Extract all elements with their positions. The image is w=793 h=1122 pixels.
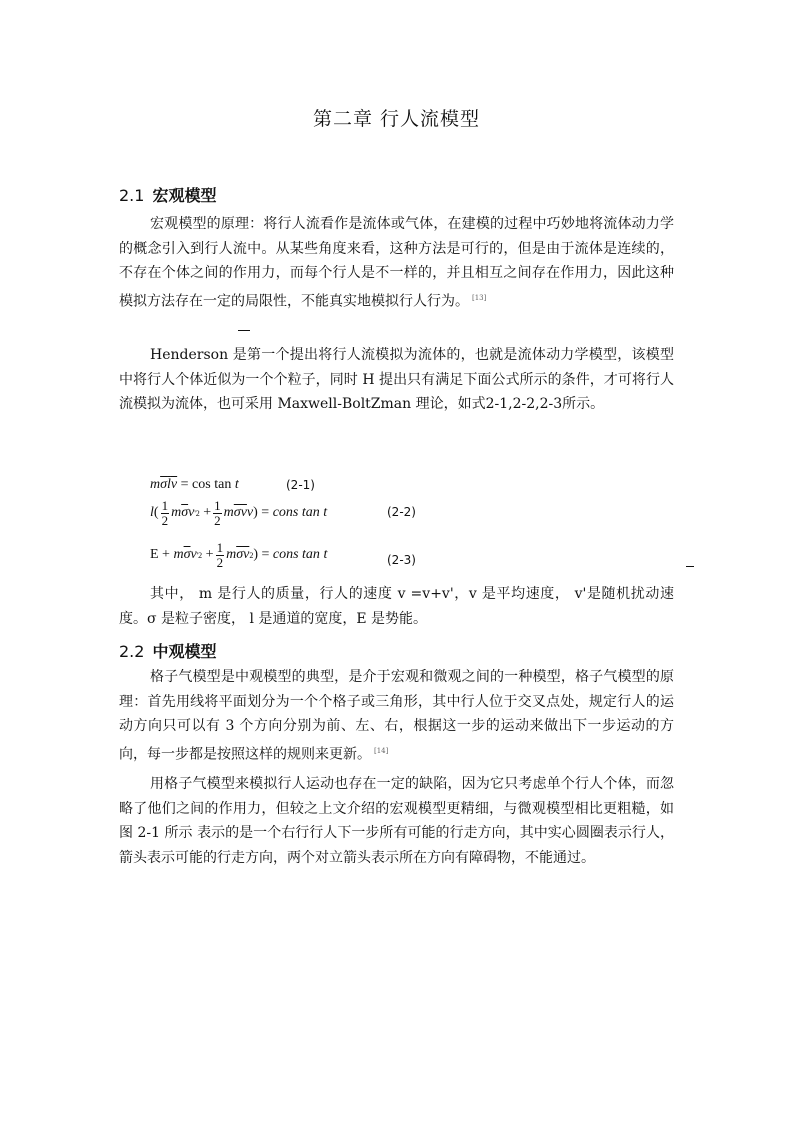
eq1-var: t: [234, 477, 239, 492]
section-title: 宏观模型: [152, 186, 217, 205]
paragraph-henderson: Henderson 是第一个提出将行人流模拟为流体的，也就是流体动力学模型，该模型中将行人个体近似为一个个粒子，同时 H 提出只有满足下面公式所示的条件，才可将行人流模拟为流体，也可采用 Maxwell-BoltZman 理论，如式2-1,2-2,2-3所示。: [119, 347, 674, 413]
fraction-half: $\frac{1}{2}$: [161, 497, 169, 528]
paragraph-variable-definitions: 其中， m 是行人的质量，行人的速度 v =v+v'，v 是平均速度， v'是随机扰动速度。σ 是粒子密度， l 是通道的宽度，E 是势能。: [119, 586, 674, 627]
section-title: 中观模型: [152, 642, 217, 661]
eq2-var: t: [323, 505, 328, 520]
citation-ref: [13]: [472, 293, 487, 302]
equation-2-1: m $\overline{\sigma}$ $\overline{l}$ $\overline{v}$ = cos tan t: [150, 477, 239, 492]
section-heading-2-1: [119, 183, 216, 206]
eq1-rhs: cos tan: [192, 477, 232, 492]
chapter-title: 第二章 行人流模型: [312, 108, 481, 130]
equation-2-2: l ( $\frac{1}{2}$ m $\overline{\sigma}$ v '2 + $\frac{1}{2}$ m $\overline{\sigma v}$ v ) = cons tan t: [150, 497, 328, 528]
fraction-half: $\frac{1}{2}$: [214, 497, 221, 528]
fraction-half: $\frac{1}{2}$: [216, 539, 224, 570]
equation-number-2-1: (2-1): [286, 478, 315, 492]
section-number: 2.2: [119, 642, 145, 661]
eq2-rhs: cons tan: [272, 505, 320, 520]
paragraph-lattice-gas-limitations: 用格子气模型来模拟行人运动也存在一定的缺陷，因为它只考虑单个行人个体，而忽略了他们之间的作用力，但较之上文介绍的宏观模型更精细，与微观模型相比更粗糙，如图 2-1 所示 表示的是一个右行行人下一步所有可能的行走方向，其中实心圆圈表示行人，箭头表示可能的行走方向，两个对立箭头表示所在方向有障碍物，不能通过。: [119, 776, 674, 866]
paragraph-text: 格子气模型是中观模型的典型，是介于宏观和微观之间的一种模型，格子气模型的原理：首先用线将平面划分为一个个格子或三角形，其中行人位于交叉点处，规定行人的运动方向只可以有 3 个方向分别为前、左、右，根据这一步的运动来做出下一步运动的方向，每一步都是按照这样的规则来更新。: [119, 669, 674, 763]
equation-2-3: E + m $\overline{\sigma}$ v '2 + $\frac{1}{2}$ m $\overline{\sigma v}$ 2 ) = cons tan t: [150, 539, 328, 570]
eq3-rhs: cons tan: [272, 547, 320, 562]
section-heading-2-2: [119, 639, 216, 662]
stray-dash-mark: [238, 330, 250, 331]
equation-number-2-3: (2-3): [387, 553, 416, 567]
paragraph-macro-principle: [119, 212, 674, 314]
paragraph-lattice-gas-principle: [119, 665, 674, 767]
paragraph-text: 宏观模型的原理：将行人流看作是流体或气体，在建模的过程中巧妙地将流体动力学的概念引入到行人流中。从某些角度来看，这种方法是可行的，但是由于流体是连续的，不存在个体之间的作用力，而每个行人是不一样的，并且相互之间存在作用力，因此这种模拟方法存在一定的局限性，不能真实地模拟行人行为。: [119, 216, 674, 310]
citation-ref: [14]: [374, 746, 389, 755]
eq3-var: t: [323, 547, 328, 562]
stray-dash-mark: [686, 566, 694, 567]
section-number: 2.1: [119, 186, 145, 205]
equation-number-2-2: (2-2): [387, 505, 416, 519]
